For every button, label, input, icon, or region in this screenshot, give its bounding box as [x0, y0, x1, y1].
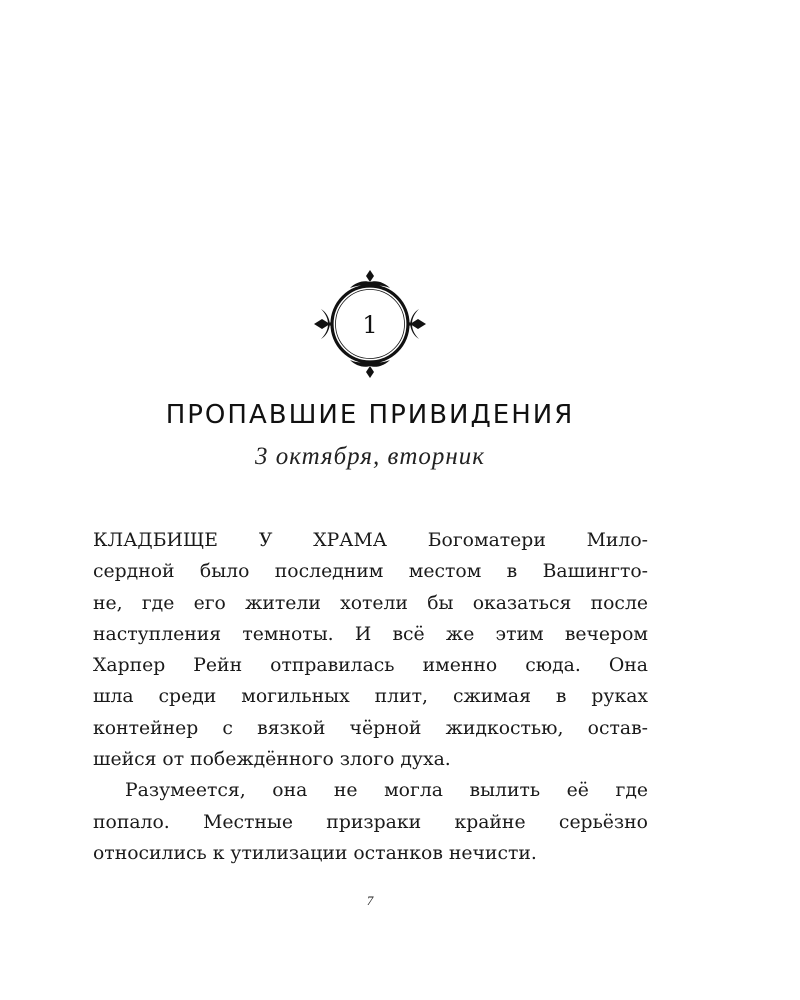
paragraph — [93, 525, 648, 775]
chapter-date: 3 октября, вторник — [255, 443, 485, 470]
text-line: не, где его жители хотели бы оказаться после — [93, 592, 648, 614]
text-line: Разумеется, она не могла вылить её где — [125, 780, 648, 802]
text-line: наступления темноты. И всё же этим вечером — [93, 623, 648, 645]
chapter-number: 1 — [362, 311, 378, 339]
paragraph — [93, 775, 648, 869]
text-line: попало. Местные призраки крайне серьёзно — [93, 811, 648, 833]
ornament-top-flourish — [350, 270, 390, 288]
ornament-bottom-flourish — [350, 360, 390, 378]
text-line: шейся от побеждённого злого духа. — [93, 749, 451, 771]
page-number: 7 — [366, 893, 374, 908]
text-line: относились к утилизации останков нечисти. — [93, 842, 537, 864]
ornament-right-flourish — [407, 309, 426, 339]
ornament-left-flourish — [314, 309, 333, 339]
body-text — [93, 525, 648, 869]
text-line: сердной было последним местом в Вашингто- — [93, 561, 648, 583]
text-line: Харпер Рейн отправилась именно сюда. Она — [93, 655, 648, 677]
text-line: контейнер с вязкой чёрной жидкостью, остав- — [93, 717, 648, 739]
text-line: шла среди могильных плит, сжимая в руках — [93, 686, 648, 708]
text-line: КЛАДБИЩЕ У ХРАМА Богоматери Мило- — [93, 530, 648, 551]
chapter-title: ПРОПАВШИЕ ПРИВИДЕНИЯ — [165, 400, 575, 430]
